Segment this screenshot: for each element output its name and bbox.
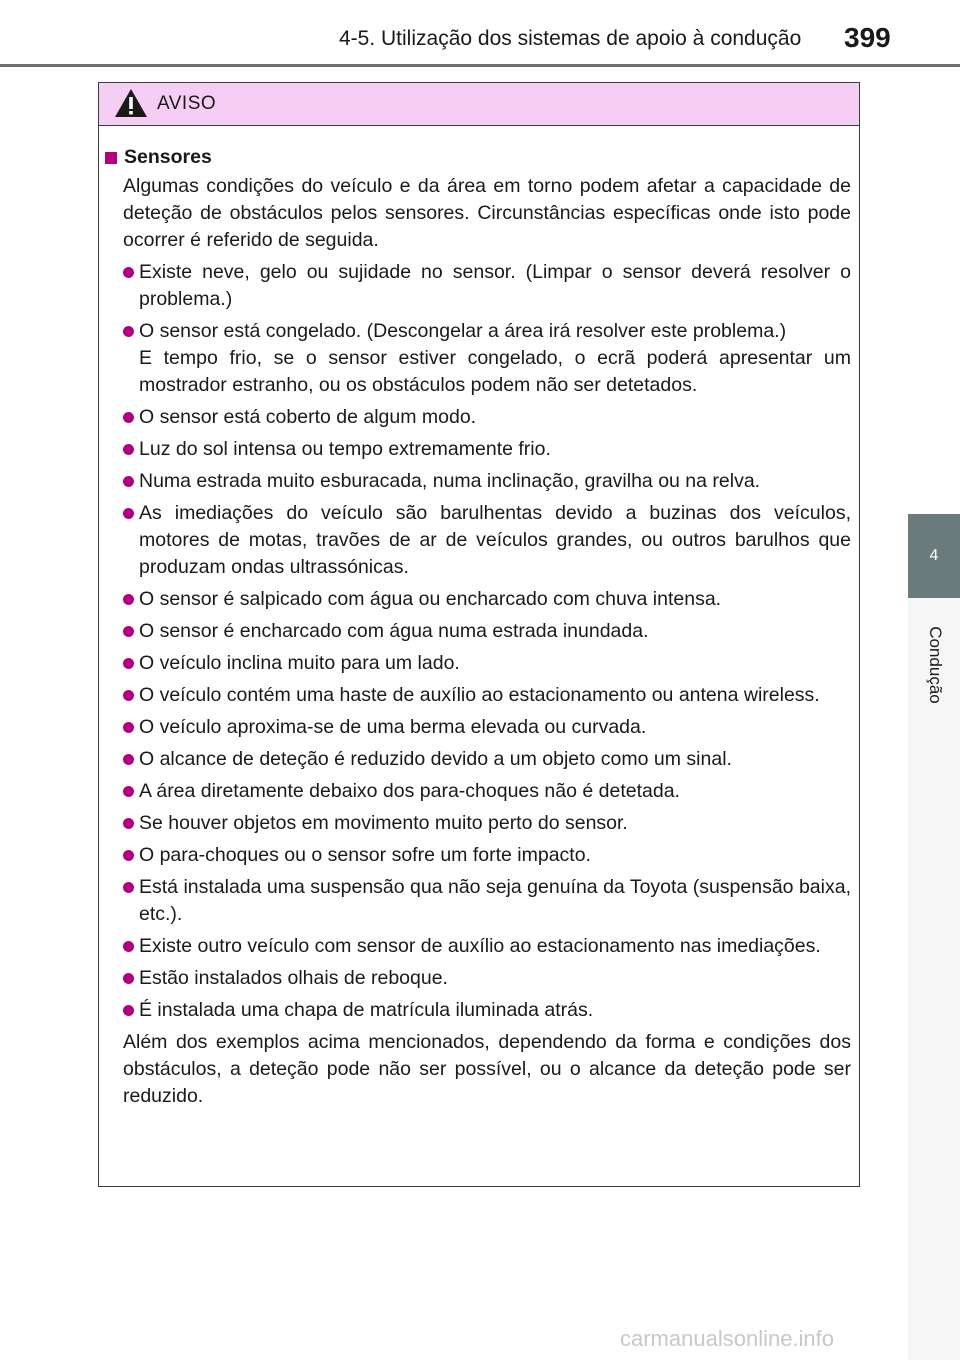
list-item-text [139, 714, 851, 741]
list-item-main-text: O sensor é salpicado com água ou encharcado com chuva intensa. [139, 588, 722, 610]
round-bullet-icon [123, 1005, 134, 1016]
round-bullet-icon [123, 594, 134, 605]
list-item [105, 778, 851, 805]
list-item-extra-text: E tempo frio, se o sensor estiver congelado, o ecrã poderá apresentar um mostrador estranho, ou os obstáculos podem não ser detetados. [139, 347, 851, 396]
round-bullet-icon [123, 786, 134, 797]
list-item-main-text: O para-choques ou o sensor sofre um forte impacto. [139, 844, 591, 866]
round-bullet-icon [123, 626, 134, 637]
list-item-text [139, 682, 851, 709]
round-bullet-icon [123, 476, 134, 487]
round-bullet-icon [123, 508, 134, 519]
list-item-text [139, 810, 851, 837]
list-item-main-text: As imediações do veículo são barulhentas devido a buzinas dos veículos, motores de motas, travões de ar de veículos grandes, ou outros barulhos que produzam ondas ultrassónicas. [139, 502, 851, 578]
list-item [105, 436, 851, 463]
condition-list [105, 259, 851, 1024]
chapter-tab [908, 514, 960, 598]
round-bullet-icon [123, 412, 134, 423]
list-item [105, 714, 851, 741]
list-item [105, 650, 851, 677]
list-item-text [139, 650, 851, 677]
warning-label: AVISO [157, 93, 217, 114]
list-item-main-text: Está instalada uma suspensão qua não seja genuína da Toyota (suspensão baixa, etc.). [139, 876, 851, 925]
round-bullet-icon [123, 754, 134, 765]
list-item-main-text: A área diretamente debaixo dos para-choques não é detetada. [139, 780, 680, 802]
list-item-text [139, 404, 851, 431]
section-title [105, 144, 851, 171]
round-bullet-icon [123, 941, 134, 952]
list-item [105, 810, 851, 837]
list-item-main-text: Existe outro veículo com sensor de auxílio ao estacionamento nas imediações. [139, 935, 821, 957]
list-item-main-text: Luz do sol intensa ou tempo extremamente frio. [139, 438, 551, 460]
list-item-text [139, 618, 851, 645]
list-item [105, 682, 851, 709]
round-bullet-icon [123, 326, 134, 337]
list-item [105, 746, 851, 773]
page-header-title: 4-5. Utilização dos sistemas de apoio à condução [339, 27, 802, 50]
list-item-main-text: Estão instalados olhais de reboque. [139, 967, 448, 989]
list-item-text [139, 778, 851, 805]
list-item-text [139, 468, 851, 495]
list-item-main-text: O sensor está coberto de algum modo. [139, 406, 477, 428]
list-item-main-text: Numa estrada muito esburacada, numa inclinação, gravilha ou na relva. [139, 470, 761, 492]
header-rule [0, 64, 960, 67]
warning-triangle-icon [114, 88, 148, 118]
list-item-text [139, 997, 851, 1024]
section-title-text: Sensores [124, 146, 212, 168]
list-item-main-text: É instalada uma chapa de matrícula iluminada atrás. [139, 999, 594, 1021]
list-item-text [139, 500, 851, 581]
list-item [105, 933, 851, 960]
closing-paragraph: Além dos exemplos acima mencionados, dependendo da forma e condições dos obstáculos, a deteção pode não ser possível, ou o alcance da deteção pode ser reduzido. [123, 1031, 851, 1107]
round-bullet-icon [123, 722, 134, 733]
round-bullet-icon [123, 267, 134, 278]
list-item [105, 259, 851, 313]
list-item [105, 404, 851, 431]
square-bullet-icon [105, 152, 117, 164]
list-item-text [139, 965, 851, 992]
list-item [105, 965, 851, 992]
round-bullet-icon [123, 973, 134, 984]
round-bullet-icon [123, 444, 134, 455]
list-item [105, 500, 851, 581]
list-item-text [139, 842, 851, 869]
warning-box-header [99, 83, 859, 126]
list-item [105, 874, 851, 928]
chapter-number: 4 [929, 547, 939, 564]
warning-box-body [99, 126, 859, 1110]
list-item-main-text: O veículo inclina muito para um lado. [139, 652, 460, 674]
list-item-main-text: O sensor está congelado. (Descongelar a área irá resolver este problema.) [139, 320, 787, 342]
watermark: carmanualsonline.info [620, 1326, 835, 1351]
list-item-main-text: O alcance de deteção é reduzido devido a um objeto como um sinal. [139, 748, 732, 770]
list-item [105, 997, 851, 1024]
round-bullet-icon [123, 882, 134, 893]
list-item-main-text: O veículo aproxima-se de uma berma elevada ou curvada. [139, 716, 647, 738]
round-bullet-icon [123, 850, 134, 861]
list-item-main-text: O veículo contém uma haste de auxílio ao estacionamento ou antena wireless. [139, 684, 820, 706]
list-item [105, 586, 851, 613]
list-item-text [139, 259, 851, 313]
list-item-main-text: Se houver objetos em movimento muito perto do sensor. [139, 812, 628, 834]
list-item [105, 468, 851, 495]
list-item-text [139, 933, 851, 960]
round-bullet-icon [123, 818, 134, 829]
warning-box [98, 82, 860, 1187]
list-item [105, 618, 851, 645]
list-item-text [139, 746, 851, 773]
list-item-text [139, 874, 851, 928]
list-item-text [139, 318, 851, 399]
chapter-label: Condução [926, 626, 945, 704]
list-item-text [139, 586, 851, 613]
page-number: 399 [844, 22, 891, 53]
list-item-main-text: O sensor é encharcado com água numa estrada inundada. [139, 620, 649, 642]
chapter-strip [908, 598, 960, 1360]
list-item [105, 842, 851, 869]
list-item-text [139, 436, 851, 463]
list-item [105, 318, 851, 399]
list-item-main-text: Existe neve, gelo ou sujidade no sensor. (Limpar o sensor deverá resolver o problema.) [139, 261, 851, 310]
round-bullet-icon [123, 690, 134, 701]
intro-paragraph: Algumas condições do veículo e da área em torno podem afetar a capacidade de deteção de obstáculos pelos sensores. Circunstâncias específicas onde isto pode ocorrer é referido de seguida. [123, 175, 851, 251]
round-bullet-icon [123, 658, 134, 669]
